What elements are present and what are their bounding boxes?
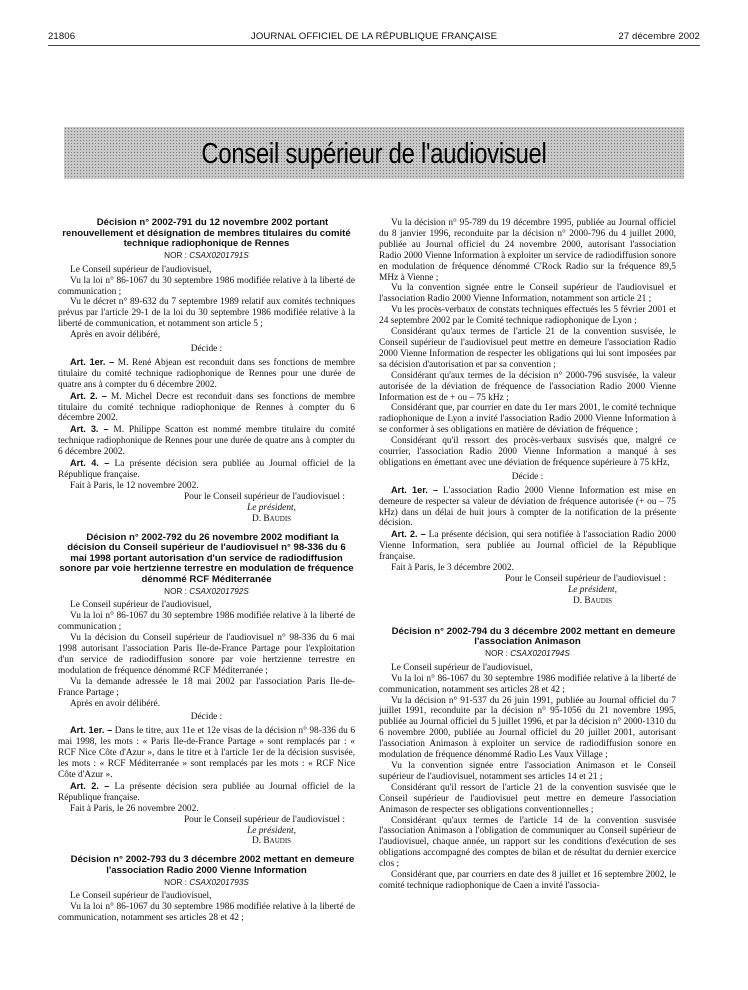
right-column (379, 218, 676, 892)
signature-title (58, 503, 355, 514)
nor-label: NOR : (485, 648, 508, 658)
signature-title (379, 585, 676, 596)
president-label: Le président, (247, 502, 296, 513)
signatory-name: D. Baudis (251, 513, 292, 524)
signatory-name: D. Baudis (572, 595, 613, 606)
decision-2002-793-continued (379, 218, 676, 607)
decision-2002-793 (58, 855, 355, 924)
article (58, 424, 355, 458)
nor-reference (58, 251, 355, 262)
paragraph: Le Conseil supérieur de l'audiovisuel, (70, 264, 212, 275)
spacer (379, 607, 676, 627)
signature-line: Pour le Conseil supérieur de l'audiovisuel : (504, 574, 666, 584)
article-text: La présente décision sera publiée au Journal officiel de la République française. (58, 781, 356, 803)
article-text: La présente décision sera publiée au Journal officiel de la République française. (58, 459, 356, 480)
signature-line: Pour le Conseil supérieur de l'audiovisuel : (183, 491, 345, 502)
signature-title (58, 826, 355, 837)
nor-label: NOR : (164, 586, 187, 596)
decide-heading: Décide : (190, 344, 223, 355)
paragraph: Après en avoir délibéré, (70, 330, 161, 341)
article-text: M. René Abjean est reconduit dans ses fonctions de membre titulaire du comité technique radiophonique de Rennes pour une durée de quatre ans à compter du 6 décembre 2002. (58, 357, 355, 390)
article-label: Art. 3. – (70, 424, 109, 435)
paragraph: Vu le décret n° 89-632 du 7 septembre 1989 relatif aux comités techniques prévus par l'article 29-1 de la loi du 30 septembre 1986 modifiée relative à la liberté de communication, et notamment son article 5 ; (58, 297, 355, 330)
decision-2002-792 (58, 533, 355, 848)
nor-code: CSAX0201791S (189, 250, 249, 260)
paragraph: Le Conseil supérieur de l'audiovisuel, (391, 662, 533, 673)
article (379, 485, 676, 530)
decision-title: Décision n° 2002-791 du 12 novembre 2002 portant renouvellement et désignation de membres titulaires du comité technique radiophonique de Rennes (62, 217, 351, 250)
paragraph: Vu la loi n° 86-1067 du 30 septembre 1986 modifiée relative à la liberté de communication, notamment ses articles 28 et 42 ; (58, 902, 355, 924)
article-label: Art. 1er. – (70, 356, 115, 367)
paragraph: Considérant qu'il ressort des procès-verbaux susvisés que, malgré ce courrier, l'association Radio 2000 Vienne Information a manqué à ses obligations en émettant avec une déviation de fréquence supérieure à 75 kHz, (379, 436, 676, 468)
article-text: M. Michel Decre est reconduit dans ses fonctions de membre titulaire du comité technique radiophonique de Rennes à compter du 6 décembre 2002. (58, 391, 356, 424)
signatory-name: D. Baudis (251, 836, 292, 847)
paragraph: Considérant que, par courrier en date du 1er mars 2001, le comité technique radiophonique de Lyon a invité l'association Radio 2000 Vienne Information à se conformer à ses obligations en matière de déviation de fréquence ; (379, 403, 676, 436)
paragraph: Vu la convention signée entre le Conseil supérieur de l'audiovisuel et l'association Radio 2000 Vienne Information, notamment son article 21 ; (379, 283, 676, 305)
paragraph: Vu la décision n° 95-789 du 19 décembre 1995, publiée au Journal officiel du 8 janvier 1996, reconduite par la décision n° 2000-796 du 4 juillet 2000, publiée au Journal officiel du 24 novembre 2000, autorisant l'association Radio 2000 Vienne Information à exploiter un service de radiodiffusion sonore en modulation de fréquence dénommé C'Rock Radio sur la fréquence 89,5 MHz à Vienne ; (379, 218, 676, 283)
article-label: Art. 2. – (70, 780, 110, 791)
decision-2002-794 (379, 627, 676, 892)
nor-reference (58, 587, 355, 598)
paragraph: Considérant que, par courriers en date des 8 juillet et 16 septembre 2002, le comité technique radiophonique de Caen a invité l'associa- (379, 870, 676, 891)
nor-code: CSAX0201792S (189, 586, 249, 596)
paragraph: Vu la décision n° 91-537 du 26 juin 1991, publiée au Journal officiel du 7 juillet 1991, reconduite par la décision n° 95-1056 du 21 novembre 1995, publiée au Journal officiel du 5 juillet 1996, et par la décision n° 2000-1310 du 6 novembre 2000, publiée au Journal officiel du 20 juillet 2001, autorisant l'association Animason à exploiter un service de radiodiffusion sonore en modulation de fréquence dénommé Radio Les Vaux Village ; (379, 695, 676, 761)
article-text: Dans le titre, aux 11e et 12e visas de la décision n° 98-336 du 6 mai 1998, les mots : « Paris Ile-de-France Partage » sont remplacés par : « RCF Nice Côte d'Azur », dans le titre et à l'article 1er de la décision susvisée, les mots : « RCF Méditerranée » sont remplacés par les mots : « RCF Nice Côte d'Azur ». (58, 726, 356, 780)
nor-reference (58, 878, 355, 889)
fait-line: Fait à Paris, le 26 novembre 2002. (70, 803, 199, 814)
decision-title: Décision n° 2002-794 du 3 décembre 2002 mettant en demeure l'association Animason (391, 625, 676, 648)
article-label: Art. 2. – (70, 390, 107, 401)
nor-label: NOR : (164, 250, 187, 260)
article (58, 458, 355, 481)
article (58, 781, 355, 804)
decision-title: Décision n° 2002-793 du 3 décembre 2002 mettant en demeure l'association Radio 2000 Vienne Information (70, 854, 355, 876)
section-title: Conseil supérieur de l'audiovisuel (201, 138, 547, 170)
article-label: Art. 2. – (391, 529, 426, 540)
paragraph: Vu la loi n° 86-1067 du 30 septembre 1986 modifiée relative à la liberté de communication ; (58, 611, 355, 633)
left-column (58, 218, 355, 924)
paragraph: Considérant qu'aux termes de l'article 21 de la convention susvisée, le Conseil supérieur de l'audiovisuel peut mettre en demeure l'association Radio 2000 Vienne Information de respecter les obligations qui lui sont imposées par sa décision d'autorisation et par sa convention ; (379, 327, 676, 370)
article-text: M. Philippe Scatton est nommé membre titulaire du comité technique radiophonique de Rennes pour une durée de quatre ans à compter du 6 décembre 2002. (58, 425, 356, 458)
paragraph: Considérant qu'aux termes de la décision n° 2000-796 susvisée, la valeur autorisée de la déviation de fréquence de l'association Radio 2000 Vienne Information est de + ou – 75 kHz ; (379, 370, 676, 403)
journal-title: JOURNAL OFFICIEL DE LA RÉPUBLIQUE FRANÇAISE (250, 31, 498, 42)
article-label: Art. 1er. – (391, 484, 439, 495)
paragraph: Le Conseil supérieur de l'audiovisuel, (70, 600, 212, 611)
page-number: 21806 (48, 31, 76, 42)
article-label: Art. 4. – (70, 458, 110, 469)
article (379, 529, 676, 563)
paragraph: Vu la loi n° 86-1067 du 30 septembre 1986 modifiée relative à la liberté de communication ; (58, 275, 355, 297)
article (58, 391, 355, 425)
paragraph: Après en avoir délibéré. (70, 698, 161, 709)
paragraph: Vu la loi n° 86-1067 du 30 septembre 1986 modifiée relative à la liberté de communication, notamment ses articles 28 et 42 ; (379, 673, 676, 695)
header-rule (48, 45, 700, 46)
article (58, 725, 355, 781)
president-label: Le président, (568, 584, 617, 595)
paragraph: Considérant qu'il ressort de l'article 21 de la convention susvisée que le Conseil supérieur de l'audiovisuel peut mettre en demeure l'association Animason de respecter ses obligations conventionnelles ; (379, 782, 676, 815)
paragraph: Le Conseil supérieur de l'audiovisuel, (70, 891, 212, 902)
nor-label: NOR : (164, 877, 187, 887)
decide-heading: Décide : (511, 471, 544, 482)
decision-title: Décision n° 2002-792 du 26 novembre 2002 modifiant la décision du Conseil supérieur de l'audiovisuel n° 98-336 du 6 mai 1998 portant autorisation d'un service de radiodiffusion sonore par voie hertzienne terrestre en modulation de fréquence dénommé RCF Méditerranée (59, 531, 354, 585)
paragraph: Vu la demande adressée le 18 mai 2002 par l'association Paris Ile-de-France Partage ; (58, 676, 355, 698)
paragraph: Vu la décision du Conseil supérieur de l'audiovisuel n° 98-336 du 6 mai 1998 autorisant l'association Paris Ile-de-France Partage pour l'exploitation d'un service de radiodiffusion sonore par voie hertzienne terrestre en modulation de fréquence dénommé RCF Méditerranée ; (58, 633, 355, 676)
paragraph: Considérant qu'aux termes de l'article 14 de la convention susvisée l'association Animason a l'obligation de communiquer au Conseil supérieur de l'audiovisuel, chaque année, un rapport sur les conditions d'exécution de ses obligations accompagné des comptes de bilan et de résultat du dernier exercice clos ; (379, 815, 676, 870)
signature-line: Pour le Conseil supérieur de l'audiovisuel : (183, 814, 345, 825)
fait-line: Fait à Paris, le 3 décembre 2002. (391, 563, 514, 574)
article-label: Art. 1er. – (70, 725, 113, 736)
paragraph: Vu la convention signée entre l'association Animason et le Conseil supérieur de l'audiovisuel, notamment ses articles 14 et 21 ; (379, 760, 676, 782)
nor-code: CSAX0201793S (189, 877, 249, 887)
nor-reference (379, 649, 676, 660)
decide-heading: Décide : (190, 712, 223, 723)
article-text: L'association Radio 2000 Vienne Information est mise en demeure de respecter sa valeur de déviation de fréquence autorisée (+ ou – 75 kHz) dans un délai de huit jours à compter de la notification de la présente décision. (379, 485, 676, 529)
article (58, 357, 355, 391)
nor-code: CSAX0201794S (510, 648, 570, 658)
paragraph: Vu les procès-verbaux de constats techniques effectués les 5 février 2001 et 24 septembre 2002 par le Comité technique radiophonique de Lyon ; (379, 305, 676, 327)
fait-line: Fait à Paris, le 12 novembre 2002. (70, 480, 199, 491)
president-label: Le président, (247, 825, 296, 836)
issue-date: 27 décembre 2002 (618, 31, 700, 42)
article-text: La présente décision, qui sera notifiée à l'association Radio 2000 Vienne Information, sera publiée au Journal officiel de la République française. (379, 530, 676, 563)
decision-2002-791 (58, 218, 355, 525)
